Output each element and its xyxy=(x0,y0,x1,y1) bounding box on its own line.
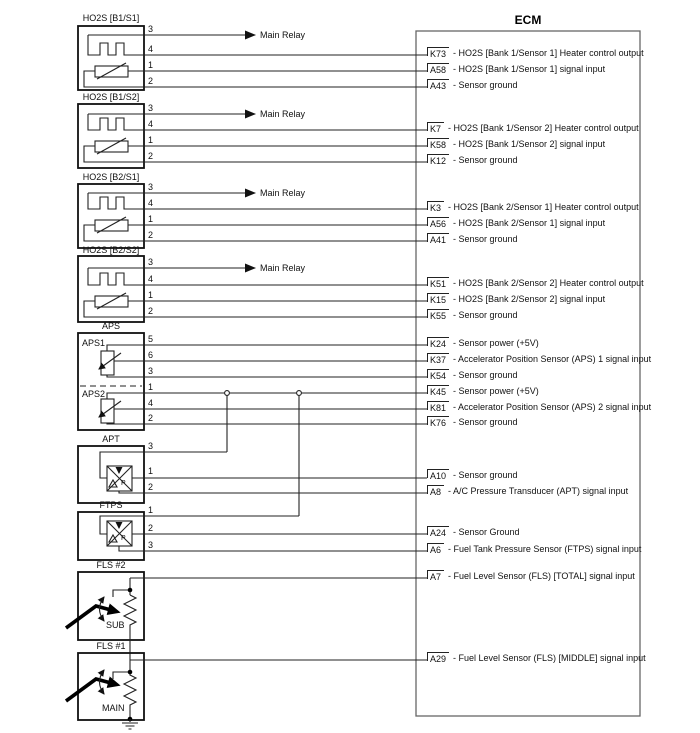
heater-element-icon xyxy=(88,35,427,55)
ecm-pin-id: K7 xyxy=(427,122,444,134)
main-relay-label: Main Relay xyxy=(260,109,306,119)
ecm-pin-id: K81 xyxy=(427,401,449,413)
pressure-letter: P xyxy=(121,480,126,487)
ecm-pin-desc: - Fuel Tank Pressure Sensor (FTPS) signal input xyxy=(448,544,642,554)
pin-number: 1 xyxy=(148,505,154,515)
ftps-circuit xyxy=(78,512,427,560)
ecm-pin-id: A7 xyxy=(427,570,444,582)
apt-circuit xyxy=(78,446,427,503)
heater-element-icon xyxy=(88,268,427,285)
ecm-pin-desc: - Sensor ground xyxy=(453,310,518,320)
pin-number: 2 xyxy=(148,523,154,533)
pin-number: 4 xyxy=(148,198,154,208)
ecm-pin-row xyxy=(427,469,518,481)
pin-number: 3 xyxy=(148,366,154,376)
ecm-pin-desc: - HO2S [Bank 1/Sensor 2] signal input xyxy=(453,139,606,149)
ecm-pin-row xyxy=(427,217,605,229)
ecm-pin-row xyxy=(427,526,520,538)
ecm-pin-id: A41 xyxy=(427,233,449,245)
ecm-pin-desc: - HO2S [Bank 2/Sensor 2] signal input xyxy=(453,294,606,304)
component-title-fls2: FLS #2 xyxy=(96,560,126,570)
ecm-pin-id: A56 xyxy=(427,217,449,229)
ecm-pin-desc: - Sensor Ground xyxy=(453,527,520,537)
component-title-fls1: FLS #1 xyxy=(96,641,126,651)
junction-dot xyxy=(225,391,230,396)
pin-number: 4 xyxy=(148,119,154,129)
main-relay-label: Main Relay xyxy=(260,188,306,198)
ecm-pin-row xyxy=(427,385,539,397)
ho2s-b1s1-circuit xyxy=(78,26,427,90)
pin-number: 5 xyxy=(148,334,154,344)
ecm-pin-desc: - A/C Pressure Transducer (APT) signal input xyxy=(448,486,629,496)
ecm-pin-id: K55 xyxy=(427,309,449,321)
pin-number: 2 xyxy=(148,413,154,423)
oxygen-sensor-resistor-icon xyxy=(95,217,128,233)
ecm-pin-row xyxy=(427,138,605,150)
ecm-pin-desc: - Sensor ground xyxy=(453,470,518,480)
ho2s-b2s2-circuit xyxy=(78,256,427,322)
ecm-pin-id: A24 xyxy=(427,526,449,538)
pin-number: 1 xyxy=(148,290,154,300)
pin-number: 4 xyxy=(148,398,154,408)
pin-number: 4 xyxy=(148,274,154,284)
oxygen-sensor-resistor-icon xyxy=(95,63,128,79)
pressure-sensor-icon xyxy=(107,466,132,491)
float-arm-icon xyxy=(66,679,111,701)
ecm-pin-row xyxy=(427,416,518,428)
pin-number: 1 xyxy=(148,60,154,70)
ecm-pin-row xyxy=(427,570,635,582)
pin-number: 6 xyxy=(148,350,154,360)
component-title-ftps: FTPS xyxy=(99,500,123,510)
pin-number: 2 xyxy=(148,482,154,492)
ecm-pin-row xyxy=(427,47,644,59)
ecm-pin-desc: - Accelerator Position Sensor (APS) 2 signal input xyxy=(453,402,652,412)
sub-label: SUB xyxy=(106,620,125,630)
ecm-pin-row xyxy=(427,309,518,321)
ecm-pin-row xyxy=(427,79,518,91)
oxygen-sensor-resistor-icon xyxy=(95,138,128,154)
heater-element-icon xyxy=(88,114,427,130)
ecm-pin-row xyxy=(427,122,639,134)
ecm-pin-desc: - HO2S [Bank 1/Sensor 1] signal input xyxy=(453,64,606,74)
pin-number: 1 xyxy=(148,382,154,392)
ecm-pin-desc: - Sensor ground xyxy=(453,370,518,380)
aps2-label: APS2 xyxy=(82,389,106,399)
ecm-pin-id: K24 xyxy=(427,337,449,349)
pin-number: 3 xyxy=(148,103,154,113)
main-relay-label: Main Relay xyxy=(260,263,306,273)
component-title-ho2s-b1s2: HO2S [B1/S2] xyxy=(82,92,140,102)
potentiometer-icon xyxy=(99,399,121,423)
ecm-pin-row xyxy=(427,401,651,413)
component-title-ho2s-b2s1: HO2S [B2/S1] xyxy=(82,172,140,182)
ecm-pin-row xyxy=(427,293,605,305)
ecm-pin-row xyxy=(427,353,651,365)
heater-element-icon xyxy=(88,193,427,209)
ecm-pin-id: K12 xyxy=(427,154,449,166)
ecm-pin-id: K73 xyxy=(427,47,449,59)
component-title-aps: APS xyxy=(101,321,120,331)
ecm-pin-id: K76 xyxy=(427,416,449,428)
ecm-pin-id: A8 xyxy=(427,485,444,497)
fls1-circuit xyxy=(66,653,427,729)
ecm-pin-row xyxy=(427,543,641,555)
ecm-pin-desc: - HO2S [Bank 1/Sensor 1] Heater control output xyxy=(453,48,644,58)
ecm-pin-row xyxy=(427,277,644,289)
ecm-pin-row xyxy=(427,154,518,166)
ecm-pin-desc: - HO2S [Bank 2/Sensor 1] Heater control output xyxy=(448,202,639,212)
ecm-pin-id: A10 xyxy=(427,469,449,481)
ecm-pin-id: A58 xyxy=(427,63,449,75)
junction-dot xyxy=(128,670,133,675)
component-title-ho2s-b1s1: HO2S [B1/S1] xyxy=(82,13,140,23)
ecm-pin-row xyxy=(427,233,518,245)
pin-number: 1 xyxy=(148,135,154,145)
pin-number: 3 xyxy=(148,182,154,192)
ecm-pin-id: A6 xyxy=(427,543,444,555)
ecm-pin-desc: - Sensor power (+5V) xyxy=(453,386,539,396)
aps-circuit xyxy=(78,333,427,516)
ecm-pin-id: K3 xyxy=(427,201,444,213)
ecm-pin-id: K58 xyxy=(427,138,449,150)
component-title-apt: APT xyxy=(102,434,120,444)
potentiometer-icon xyxy=(99,351,121,375)
junction-dot xyxy=(297,391,302,396)
pin-number: 3 xyxy=(148,257,154,267)
ecm-pin-id: K51 xyxy=(427,277,449,289)
ecm-pin-row xyxy=(427,201,639,213)
ecm-pin-desc: - Fuel Level Sensor (FLS) [MIDDLE] signal input xyxy=(453,653,646,663)
ecm-pin-id: K54 xyxy=(427,369,449,381)
pressure-letter: P xyxy=(121,535,126,542)
ecm-pin-row xyxy=(427,63,605,75)
main-relay-label: Main Relay xyxy=(260,30,306,40)
ecm-pin-row xyxy=(427,652,646,664)
ecm-pin-desc: - Fuel Level Sensor (FLS) [TOTAL] signal input xyxy=(448,571,635,581)
pin-number: 2 xyxy=(148,76,154,86)
ecm-pin-desc: - Sensor power (+5V) xyxy=(453,338,539,348)
pressure-sensor-icon xyxy=(107,521,132,546)
pin-number: 3 xyxy=(148,441,154,451)
pin-number: 2 xyxy=(148,151,154,161)
pin-number: 2 xyxy=(148,230,154,240)
ecm-pin-desc: - HO2S [Bank 1/Sensor 2] Heater control output xyxy=(448,123,639,133)
ecm-title: ECM xyxy=(514,13,542,27)
ecm-pin-id: K45 xyxy=(427,385,449,397)
ecm-pin-desc: - HO2S [Bank 2/Sensor 1] signal input xyxy=(453,218,606,228)
ecm-pin-id: K37 xyxy=(427,353,449,365)
ecm-pin-id: A43 xyxy=(427,79,449,91)
ecm-pin-desc: - Sensor ground xyxy=(453,155,518,165)
ecm-pin-id: A29 xyxy=(427,652,449,664)
ecm-pin-row xyxy=(427,369,518,381)
pin-number: 4 xyxy=(148,44,154,54)
pin-number: 1 xyxy=(148,214,154,224)
ecm-pin-row xyxy=(427,337,539,349)
ho2s-b2s1-circuit xyxy=(78,184,427,248)
ecm-pin-desc: - Sensor ground xyxy=(453,234,518,244)
ho2s-b1s2-circuit xyxy=(78,104,427,168)
component-title-ho2s-b2s2: HO2S [B2/S2] xyxy=(82,245,140,255)
ecm-pin-row xyxy=(427,485,628,497)
junction-dot xyxy=(128,588,133,593)
aps1-label: APS1 xyxy=(82,338,106,348)
oxygen-sensor-resistor-icon xyxy=(95,293,128,309)
ecm-pin-id: K15 xyxy=(427,293,449,305)
resistor-icon xyxy=(124,672,136,719)
main-label: MAIN xyxy=(102,703,125,713)
float-arm-icon xyxy=(66,606,111,628)
pin-number: 3 xyxy=(148,540,154,550)
pin-number: 1 xyxy=(148,466,154,476)
pin-number: 2 xyxy=(148,306,154,316)
ecm-pin-desc: - HO2S [Bank 2/Sensor 2] Heater control output xyxy=(453,278,644,288)
pin-number: 3 xyxy=(148,24,154,34)
ecm-pin-desc: - Accelerator Position Sensor (APS) 1 signal input xyxy=(453,354,652,364)
ecm-pin-desc: - Sensor ground xyxy=(453,417,518,427)
ecm-pin-desc: - Sensor ground xyxy=(453,80,518,90)
